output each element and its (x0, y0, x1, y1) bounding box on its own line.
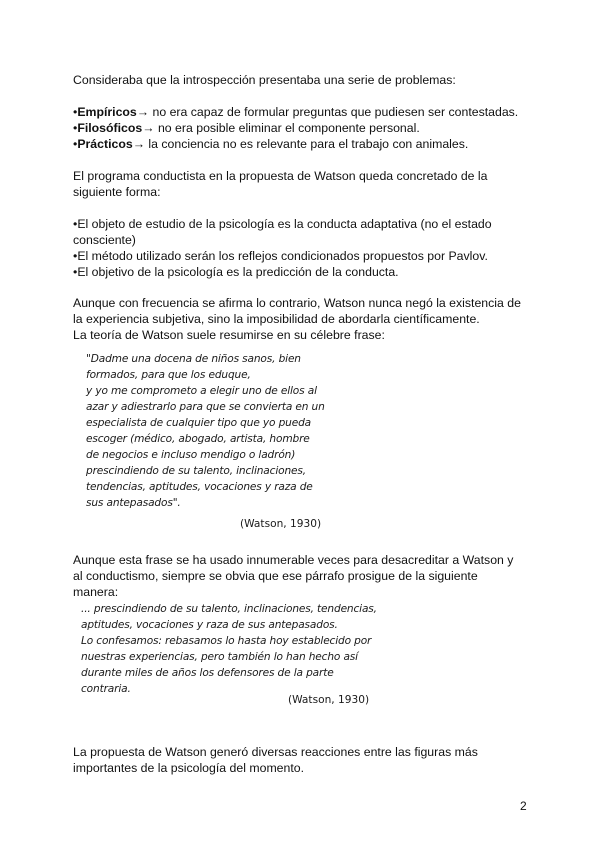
problem-item-philosophical: •Filosóficos→ no era posible eliminar el componente personal. (73, 121, 420, 135)
discredit-paragraph: Aunque esta frase se ha usado innumerable veces para desacreditar a Watson y al conductismo, siempre se obvia que ese párrafo prosigue de la siguiente manera: (73, 553, 514, 599)
problems-list (73, 104, 533, 152)
program-item: •El objetivo de la psicología es la predicción de la conducta. (73, 265, 399, 279)
page-number: 2 (520, 799, 527, 813)
subjective-paragraph: Aunque con frecuencia se afirma lo contrario, Watson nunca negó la existencia de la experiencia subjetiva, sino la imposibilidad de abordarla científicamente. La teoría de Watson suele resumirse en su célebre frase: (73, 296, 521, 342)
program-paragraph: El programa conductista en la propuesta de Watson queda concretado de la siguiente forma: (73, 169, 488, 199)
problem-term: Empíricos (77, 105, 137, 119)
problem-term: Prácticos (77, 137, 133, 151)
quote-1-citation: (Watson, 1930) (240, 518, 322, 530)
intro-text: Consideraba que la introspección presentaba una serie de problemas: (73, 73, 456, 87)
arrow-glyph: → (142, 121, 155, 135)
closing-paragraph: La propuesta de Watson generó diversas reacciones entre las figuras más importantes de la psicología del momento. (73, 745, 478, 775)
problem-item-practical: •Prácticos→ la conciencia no es relevante para el trabajo con animales. (73, 137, 469, 151)
arrow-glyph: → (136, 105, 150, 119)
program-item-continuation: consciente) (73, 233, 136, 247)
watson-quote-1: "Dadme una docena de niños sanos, bien formados, para que los eduque, y yo me comprometo a elegir uno de ellos al azar y adiestrarlo para que se convierta en un especialista de cualquier tipo que yo pueda escoger (médico, abogado, artista, hombre de negocios e incluso mendigo o ladrón) prescindiendo de su talento, inclinaciones, tendencias, aptitudes, vocaciones y raza de sus antepasados". (86, 353, 325, 509)
program-list (73, 216, 533, 280)
problem-term: Filosóficos (77, 121, 143, 135)
problem-item-empirical: •Empíricos→ no era capaz de formular preguntas que pudiesen ser contestadas. (73, 105, 519, 119)
intro-paragraph (73, 72, 533, 88)
program-item: •El objeto de estudio de la psicología es la conducta adaptativa (no el estado (73, 217, 492, 231)
quote-2-citation: (Watson, 1930) (288, 694, 370, 706)
program-item: •El método utilizado serán los reflejos condicionados propuestos por Pavlov. (73, 249, 488, 263)
arrow-glyph: → (132, 137, 145, 151)
watson-quote-2: ... prescindiendo de su talento, inclinaciones, tendencias, aptitudes, vocaciones y raza de sus antepasados. Lo confesamos: rebasamos lo hasta hoy establecido por nuestras experiencias, pero también lo han hecho así durante miles de años los defensores de la parte contraria. (81, 603, 377, 695)
